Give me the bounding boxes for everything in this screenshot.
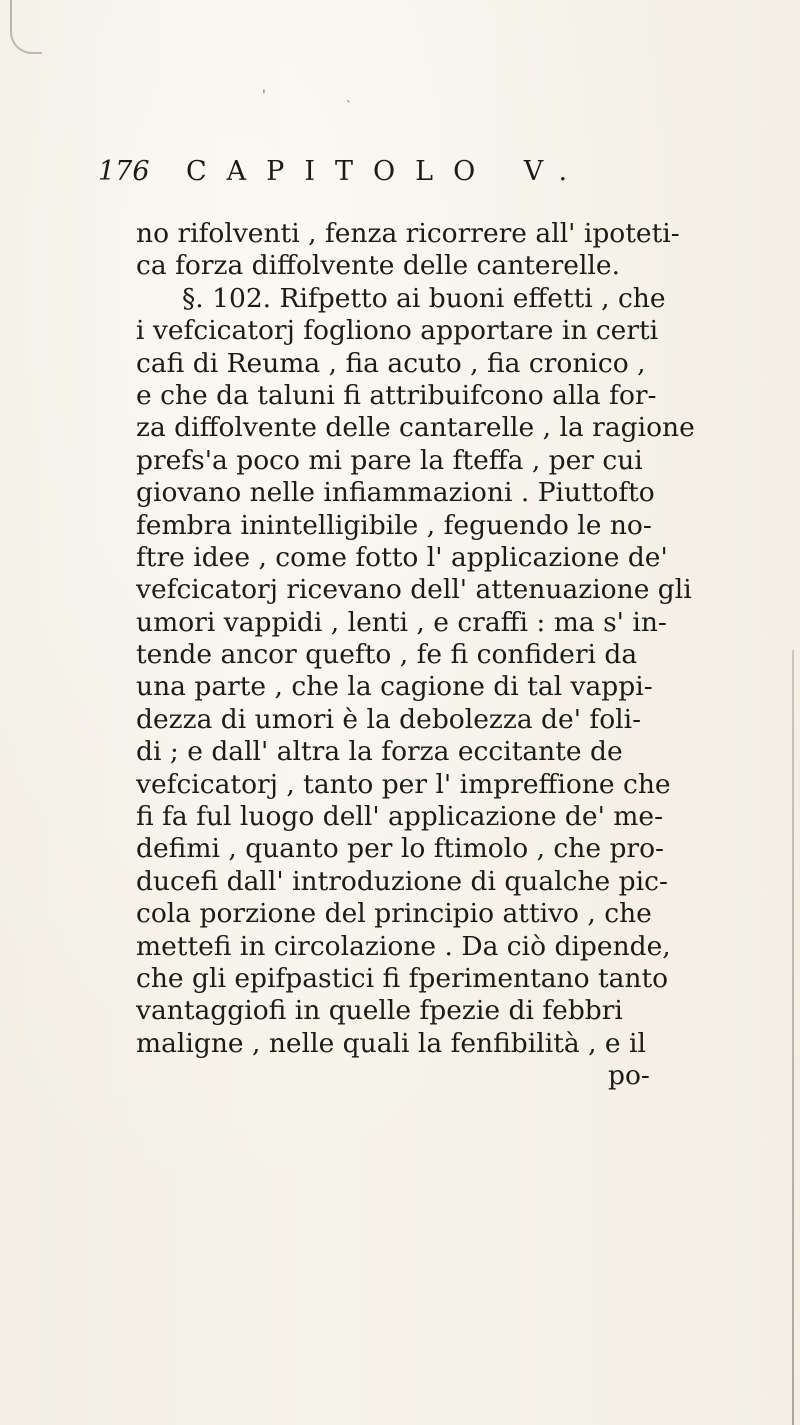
text-line: i vefcicatorj fogliono apportare in certi: [136, 315, 659, 347]
text-line: mettefi in circolazione . Da ciò dipende,: [136, 930, 671, 962]
text-line: cafi di Reuma , fia acuto , fia cronico ,: [136, 347, 646, 379]
text-line: ducefi dall' introduzione di qualche pic-: [136, 865, 668, 897]
text-line: prefs'a poco mi pare la fteffa , per cui: [136, 444, 643, 476]
text-line: e che da taluni fi attribuifcono alla for-: [136, 379, 657, 411]
ink-speck: ': [262, 88, 266, 104]
page-corner-fold: [10, 0, 42, 54]
text-line: defimi , quanto per lo ftimolo , che pro-: [136, 833, 664, 865]
running-head: CAPITOLO V.: [186, 156, 588, 187]
text-line: ftre idee , come fotto l' applicazione de': [136, 541, 668, 573]
text-line: vefcicatorj , tanto per l' impreffione che: [136, 768, 671, 800]
text-line: no rifolventi , fenza ricorrere all' ipoteti-: [136, 218, 680, 249]
catchword: po-: [608, 1060, 650, 1092]
text-line: maligne , nelle quali la fenfibilità , e il: [136, 1027, 646, 1059]
text-line: tende ancor quefto , fe fi confideri da: [136, 639, 638, 671]
text-line: che gli epifpastici fi fperimentano tanto: [136, 962, 669, 994]
text-line: una parte , che la cagione di tal vappi-: [136, 671, 653, 703]
ink-speck: ˴: [346, 92, 351, 108]
text-line: giovano nelle infiammazioni . Piuttofto: [136, 477, 655, 509]
text-line: di ; e dall' altra la forza eccitante de: [136, 736, 623, 768]
page-header: [98, 156, 778, 200]
text-line: §. 102. Rifpetto ai buoni effetti , che: [182, 282, 666, 314]
text-line: cola porzione del principio attivo , che: [136, 898, 652, 930]
text-line: za diffolvente delle cantarelle , la ragione: [136, 412, 695, 444]
body-text: [136, 218, 796, 1093]
text-line: dezza di umori è la debolezza de' foli-: [136, 703, 642, 735]
text-line: vantaggiofi in quelle fpezie di febbri: [136, 995, 623, 1027]
text-line: vefcicatorj ricevano dell' attenuazione gli: [136, 574, 692, 606]
text-line: fembra inintelligibile , feguendo le no-: [136, 509, 652, 541]
page-number: 176: [98, 156, 150, 187]
text-line: umori vappidi , lenti , e craffi : ma s' in-: [136, 606, 667, 638]
text-line: fi fa ful luogo dell' applicazione de' me-: [136, 801, 664, 833]
text-line: ca forza diffolvente delle canterelle.: [136, 250, 621, 282]
